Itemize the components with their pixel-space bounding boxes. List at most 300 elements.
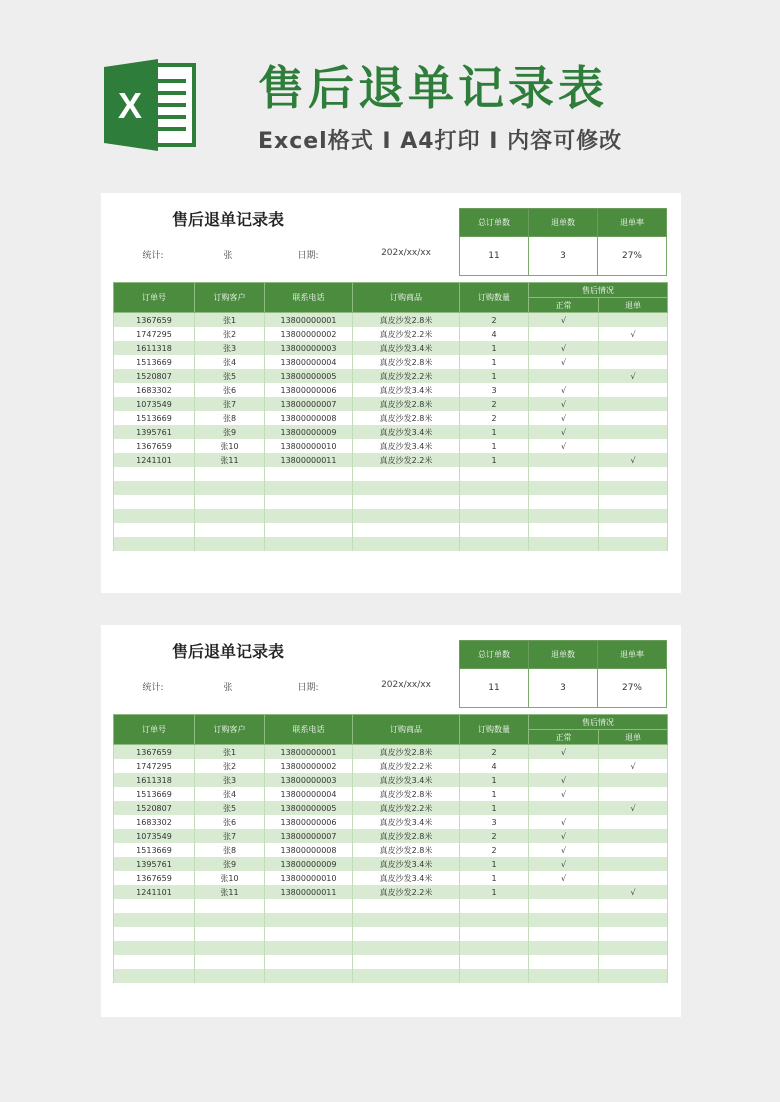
cell-quantity: 1: [460, 787, 529, 801]
cell-product: 真皮沙发2.2米: [353, 369, 460, 383]
cell-order-id: [114, 899, 195, 913]
table-row: [114, 523, 668, 537]
stat-label: 统计:: [142, 251, 164, 261]
cell-order-id: [114, 495, 195, 509]
summary-total: 11: [460, 237, 529, 276]
cell-quantity: 1: [460, 885, 529, 899]
cell-normal: [529, 899, 599, 913]
col-normal: 正常: [529, 298, 599, 313]
cell-customer: [195, 481, 265, 495]
cell-normal: [529, 453, 599, 467]
table-row: [114, 969, 668, 983]
cell-customer: 张4: [195, 787, 265, 801]
cell-product: 真皮沙发3.4米: [353, 341, 460, 355]
cell-phone: 13800000001: [265, 313, 353, 328]
table-row: [114, 383, 668, 397]
record-section: [113, 625, 667, 1005]
summary-rate: 27%: [598, 669, 667, 708]
cell-phone: [265, 467, 353, 481]
cell-customer: 张11: [195, 453, 265, 467]
cell-customer: [195, 913, 265, 927]
table-row: [114, 745, 668, 760]
cell-normal: √: [529, 773, 599, 787]
summary-total: 11: [460, 669, 529, 708]
cell-customer: [195, 955, 265, 969]
cell-returned: [599, 355, 668, 369]
cell-returned: [599, 439, 668, 453]
cell-customer: 张7: [195, 829, 265, 843]
cell-product: 真皮沙发2.8米: [353, 745, 460, 760]
stat-value: 张: [223, 683, 233, 693]
cell-order-id: 1683302: [114, 383, 195, 397]
cell-customer: 张1: [195, 745, 265, 760]
table-row: [114, 801, 668, 815]
cell-normal: √: [529, 411, 599, 425]
cell-phone: 13800000003: [265, 773, 353, 787]
cell-returned: [599, 899, 668, 913]
cell-quantity: 1: [460, 341, 529, 355]
cell-normal: [529, 955, 599, 969]
cell-returned: √: [599, 369, 668, 383]
banner: [0, 0, 780, 185]
cell-returned: [599, 313, 668, 328]
cell-customer: 张9: [195, 425, 265, 439]
cell-phone: 13800000003: [265, 341, 353, 355]
cell-product: [353, 481, 460, 495]
cell-customer: [195, 537, 265, 551]
cell-product: [353, 523, 460, 537]
cell-product: [353, 955, 460, 969]
cell-order-id: 1367659: [114, 871, 195, 885]
table-row: [114, 425, 668, 439]
cell-product: [353, 467, 460, 481]
cell-normal: √: [529, 745, 599, 760]
date-value: 202x/xx/xx: [381, 248, 431, 258]
cell-customer: 张10: [195, 439, 265, 453]
table-row: [114, 787, 668, 801]
cell-phone: 13800000006: [265, 383, 353, 397]
cell-returned: [599, 537, 668, 551]
cell-returned: [599, 927, 668, 941]
cell-customer: 张7: [195, 397, 265, 411]
table-row: [114, 341, 668, 355]
cell-order-id: 1395761: [114, 425, 195, 439]
cell-phone: 13800000006: [265, 815, 353, 829]
cell-phone: 13800000007: [265, 829, 353, 843]
cell-quantity: 1: [460, 439, 529, 453]
cell-quantity: [460, 537, 529, 551]
cell-customer: 张10: [195, 871, 265, 885]
cell-quantity: [460, 481, 529, 495]
cell-customer: [195, 941, 265, 955]
cell-normal: [529, 801, 599, 815]
cell-returned: √: [599, 885, 668, 899]
cell-customer: [195, 899, 265, 913]
cell-normal: √: [529, 787, 599, 801]
cell-quantity: 2: [460, 745, 529, 760]
col-quantity: 订购数量: [460, 283, 529, 313]
table-row: [114, 369, 668, 383]
cell-product: [353, 899, 460, 913]
table-row: [114, 355, 668, 369]
cell-customer: 张6: [195, 383, 265, 397]
cell-returned: [599, 411, 668, 425]
cell-customer: [195, 495, 265, 509]
cell-normal: [529, 913, 599, 927]
cell-quantity: [460, 955, 529, 969]
cell-quantity: [460, 509, 529, 523]
table-row: [114, 467, 668, 481]
cell-customer: 张2: [195, 759, 265, 773]
col-returned: 退单: [599, 298, 668, 313]
cell-phone: [265, 509, 353, 523]
banner-title: 售后退单记录表: [258, 61, 608, 115]
cell-order-id: 1367659: [114, 745, 195, 760]
cell-order-id: [114, 955, 195, 969]
cell-product: [353, 927, 460, 941]
cell-product: 真皮沙发2.2米: [353, 885, 460, 899]
section-title: 售后退单记录表: [171, 210, 284, 229]
table-row: [114, 899, 668, 913]
cell-order-id: [114, 913, 195, 927]
summary-returns: 3: [529, 669, 598, 708]
cell-order-id: 1073549: [114, 829, 195, 843]
orders-table: [113, 282, 668, 551]
cell-returned: [599, 481, 668, 495]
cell-normal: √: [529, 425, 599, 439]
cell-normal: √: [529, 397, 599, 411]
summary-header-returns: 退单数: [529, 641, 598, 669]
cell-normal: [529, 481, 599, 495]
cell-returned: [599, 815, 668, 829]
cell-order-id: [114, 927, 195, 941]
cell-phone: 13800000009: [265, 857, 353, 871]
cell-customer: [195, 523, 265, 537]
cell-order-id: [114, 941, 195, 955]
cell-normal: [529, 523, 599, 537]
cell-phone: 13800000007: [265, 397, 353, 411]
cell-customer: 张5: [195, 369, 265, 383]
cell-phone: [265, 523, 353, 537]
cell-quantity: 1: [460, 801, 529, 815]
cell-product: 真皮沙发2.2米: [353, 327, 460, 341]
table-row: [114, 453, 668, 467]
cell-phone: 13800000008: [265, 843, 353, 857]
cell-returned: [599, 857, 668, 871]
cell-customer: 张3: [195, 773, 265, 787]
table-row: [114, 327, 668, 341]
cell-normal: [529, 927, 599, 941]
col-returned: 退单: [599, 730, 668, 745]
cell-product: 真皮沙发3.4米: [353, 383, 460, 397]
cell-product: 真皮沙发2.8米: [353, 397, 460, 411]
cell-returned: [599, 523, 668, 537]
cell-phone: 13800000009: [265, 425, 353, 439]
cell-order-id: 1520807: [114, 369, 195, 383]
cell-product: 真皮沙发2.8米: [353, 843, 460, 857]
cell-normal: [529, 327, 599, 341]
cell-phone: [265, 495, 353, 509]
cell-phone: 13800000011: [265, 885, 353, 899]
cell-phone: [265, 941, 353, 955]
summary-header-returns: 退单数: [529, 209, 598, 237]
cell-product: [353, 941, 460, 955]
cell-quantity: [460, 467, 529, 481]
table-row: [114, 955, 668, 969]
cell-normal: √: [529, 439, 599, 453]
banner-subtitle: Excel格式 I A4打印 I 内容可修改: [258, 129, 623, 154]
cell-customer: 张5: [195, 801, 265, 815]
table-row: [114, 857, 668, 871]
col-after-sales: 售后情况: [529, 283, 668, 298]
summary-table: [459, 640, 667, 708]
cell-phone: [265, 481, 353, 495]
cell-product: 真皮沙发2.8米: [353, 411, 460, 425]
cell-order-id: 1513669: [114, 411, 195, 425]
table-row: [114, 843, 668, 857]
cell-customer: 张8: [195, 843, 265, 857]
orders-table: [113, 714, 668, 983]
cell-customer: 张2: [195, 327, 265, 341]
cell-phone: [265, 927, 353, 941]
cell-order-id: [114, 509, 195, 523]
stat-label: 统计:: [142, 683, 164, 693]
cell-phone: 13800000008: [265, 411, 353, 425]
col-normal: 正常: [529, 730, 599, 745]
table-row: [114, 411, 668, 425]
cell-quantity: 1: [460, 453, 529, 467]
cell-returned: [599, 941, 668, 955]
summary-returns: 3: [529, 237, 598, 276]
cell-normal: [529, 369, 599, 383]
cell-returned: [599, 425, 668, 439]
cell-returned: [599, 383, 668, 397]
cell-returned: [599, 955, 668, 969]
summary-header-total: 总订单数: [460, 209, 529, 237]
cell-returned: [599, 341, 668, 355]
table-row: [114, 313, 668, 328]
summary-table: [459, 208, 667, 276]
cell-customer: [195, 927, 265, 941]
table-row: [114, 397, 668, 411]
cell-quantity: [460, 495, 529, 509]
col-after-sales: 售后情况: [529, 715, 668, 730]
col-order-id: 订单号: [114, 715, 195, 745]
cell-product: [353, 509, 460, 523]
cell-returned: √: [599, 759, 668, 773]
cell-returned: [599, 773, 668, 787]
section-title: 售后退单记录表: [171, 642, 284, 661]
cell-normal: [529, 941, 599, 955]
cell-normal: [529, 467, 599, 481]
cell-product: [353, 969, 460, 983]
cell-order-id: [114, 969, 195, 983]
cell-quantity: 3: [460, 815, 529, 829]
cell-quantity: [460, 913, 529, 927]
summary-header-rate: 退单率: [598, 641, 667, 669]
svg-text:X: X: [117, 85, 143, 126]
table-row: [114, 495, 668, 509]
cell-phone: [265, 913, 353, 927]
cell-product: [353, 537, 460, 551]
summary-header-total: 总订单数: [460, 641, 529, 669]
stat-value: 张: [223, 251, 233, 261]
cell-returned: √: [599, 453, 668, 467]
cell-product: 真皮沙发3.4米: [353, 871, 460, 885]
cell-returned: √: [599, 801, 668, 815]
cell-returned: [599, 829, 668, 843]
col-product: 订购商品: [353, 283, 460, 313]
cell-product: 真皮沙发2.8米: [353, 787, 460, 801]
cell-returned: [599, 913, 668, 927]
cell-order-id: 1611318: [114, 773, 195, 787]
cell-quantity: 1: [460, 857, 529, 871]
table-row: [114, 439, 668, 453]
cell-quantity: 4: [460, 327, 529, 341]
cell-normal: √: [529, 313, 599, 328]
cell-order-id: [114, 537, 195, 551]
table-row: [114, 509, 668, 523]
col-order-id: 订单号: [114, 283, 195, 313]
cell-quantity: 2: [460, 411, 529, 425]
cell-product: 真皮沙发2.2米: [353, 453, 460, 467]
date-label: 日期:: [297, 683, 319, 693]
date-label: 日期:: [297, 251, 319, 261]
table-row: [114, 537, 668, 551]
col-product: 订购商品: [353, 715, 460, 745]
cell-product: 真皮沙发3.4米: [353, 425, 460, 439]
cell-phone: 13800000002: [265, 327, 353, 341]
cell-order-id: 1747295: [114, 759, 195, 773]
table-row: [114, 871, 668, 885]
excel-logo-icon: [100, 55, 200, 155]
cell-product: 真皮沙发3.4米: [353, 815, 460, 829]
cell-customer: [195, 509, 265, 523]
table-row: [114, 759, 668, 773]
cell-quantity: 4: [460, 759, 529, 773]
cell-normal: √: [529, 815, 599, 829]
cell-product: 真皮沙发2.2米: [353, 801, 460, 815]
cell-quantity: 2: [460, 397, 529, 411]
cell-order-id: 1395761: [114, 857, 195, 871]
record-section: [113, 193, 667, 583]
cell-normal: [529, 969, 599, 983]
cell-returned: [599, 509, 668, 523]
col-customer: 订购客户: [195, 283, 265, 313]
cell-quantity: 1: [460, 355, 529, 369]
cell-product: 真皮沙发2.8米: [353, 829, 460, 843]
cell-product: 真皮沙发2.8米: [353, 355, 460, 369]
cell-normal: [529, 537, 599, 551]
cell-order-id: 1520807: [114, 801, 195, 815]
cell-customer: 张4: [195, 355, 265, 369]
cell-returned: [599, 745, 668, 760]
cell-quantity: 2: [460, 843, 529, 857]
cell-phone: 13800000004: [265, 787, 353, 801]
cell-phone: 13800000004: [265, 355, 353, 369]
cell-quantity: [460, 941, 529, 955]
cell-phone: 13800000010: [265, 439, 353, 453]
cell-quantity: 3: [460, 383, 529, 397]
cell-order-id: 1073549: [114, 397, 195, 411]
cell-order-id: 1513669: [114, 787, 195, 801]
cell-normal: [529, 495, 599, 509]
cell-normal: √: [529, 341, 599, 355]
cell-order-id: [114, 467, 195, 481]
cell-phone: [265, 537, 353, 551]
cell-order-id: 1611318: [114, 341, 195, 355]
cell-order-id: 1241101: [114, 453, 195, 467]
cell-product: 真皮沙发2.8米: [353, 313, 460, 328]
cell-quantity: [460, 523, 529, 537]
cell-order-id: 1367659: [114, 313, 195, 328]
col-customer: 订购客户: [195, 715, 265, 745]
cell-normal: √: [529, 355, 599, 369]
cell-product: 真皮沙发3.4米: [353, 773, 460, 787]
table-row: [114, 481, 668, 495]
cell-quantity: 1: [460, 369, 529, 383]
cell-quantity: [460, 927, 529, 941]
col-quantity: 订购数量: [460, 715, 529, 745]
cell-normal: [529, 759, 599, 773]
cell-customer: [195, 467, 265, 481]
cell-quantity: [460, 899, 529, 913]
cell-customer: 张3: [195, 341, 265, 355]
cell-order-id: 1513669: [114, 843, 195, 857]
cell-quantity: 1: [460, 425, 529, 439]
table-row: [114, 815, 668, 829]
cell-customer: [195, 969, 265, 983]
cell-product: [353, 495, 460, 509]
cell-phone: 13800000005: [265, 369, 353, 383]
cell-normal: √: [529, 857, 599, 871]
summary-rate: 27%: [598, 237, 667, 276]
cell-returned: √: [599, 327, 668, 341]
table-row: [114, 885, 668, 899]
cell-returned: [599, 397, 668, 411]
cell-returned: [599, 495, 668, 509]
cell-quantity: 1: [460, 773, 529, 787]
cell-normal: √: [529, 871, 599, 885]
cell-phone: [265, 899, 353, 913]
cell-phone: 13800000011: [265, 453, 353, 467]
cell-order-id: 1367659: [114, 439, 195, 453]
cell-returned: [599, 787, 668, 801]
cell-phone: 13800000005: [265, 801, 353, 815]
summary-header-rate: 退单率: [598, 209, 667, 237]
cell-quantity: 2: [460, 313, 529, 328]
cell-quantity: [460, 969, 529, 983]
table-row: [114, 829, 668, 843]
table-row: [114, 927, 668, 941]
cell-normal: √: [529, 843, 599, 857]
cell-order-id: 1747295: [114, 327, 195, 341]
cell-normal: [529, 885, 599, 899]
cell-customer: 张9: [195, 857, 265, 871]
date-value: 202x/xx/xx: [381, 680, 431, 690]
table-row: [114, 913, 668, 927]
cell-product: 真皮沙发3.4米: [353, 439, 460, 453]
cell-normal: [529, 509, 599, 523]
cell-returned: [599, 467, 668, 481]
cell-phone: 13800000001: [265, 745, 353, 760]
col-phone: 联系电话: [265, 283, 353, 313]
cell-returned: [599, 843, 668, 857]
cell-phone: 13800000010: [265, 871, 353, 885]
cell-customer: 张6: [195, 815, 265, 829]
cell-product: 真皮沙发2.2米: [353, 759, 460, 773]
cell-product: [353, 913, 460, 927]
